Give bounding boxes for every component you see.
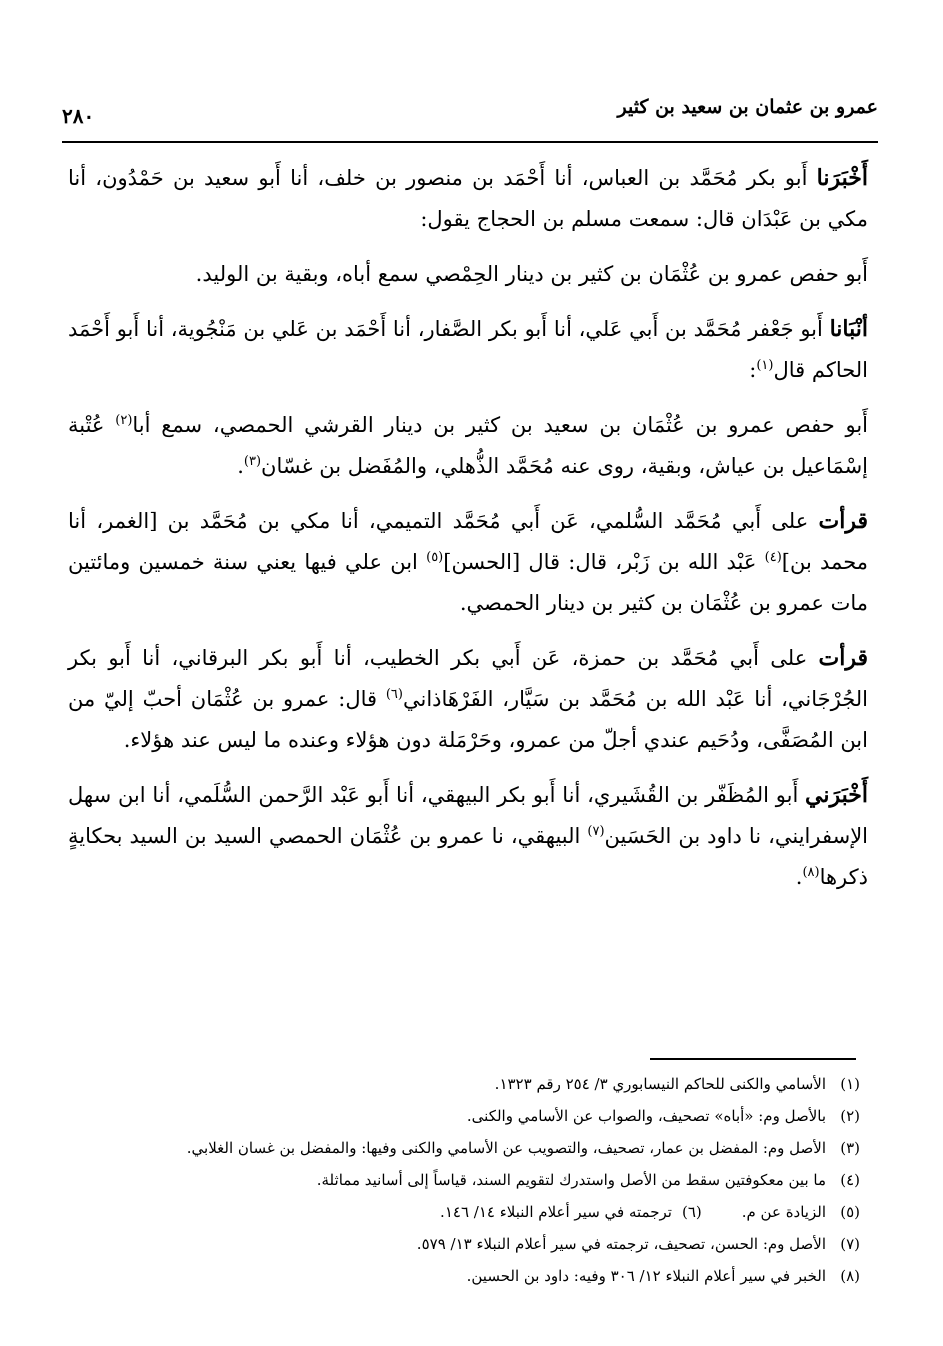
main-text <box>68 158 868 912</box>
footnote-ref: (١) <box>756 358 774 373</box>
paragraph-text-mid: عَبْد الله بن زَبْر، قال: قال [الحسن] <box>443 550 765 574</box>
footnote-number: (٤) <box>840 1171 860 1189</box>
paragraph-text-after: ابن علي فيها يعني سنة خمسين ومائتين مات عمرو بن عُثْمَان بن كثير بن دينار الحمصي. <box>68 550 868 615</box>
footnote-text: بالأصل وم: «أباه» تصحيف، والصواب عن الأسامي والكنى. <box>466 1107 826 1125</box>
paragraph-keyword: أَخْبَرَنا <box>816 165 868 191</box>
footnote-ref: (٤) <box>764 550 782 565</box>
footnote-ref: (٥) <box>426 550 444 565</box>
running-title: عمرو بن عثمان بن سعيد بن كثير <box>617 96 878 118</box>
paragraph-text-after: : <box>749 358 757 382</box>
footnote-ref: (٧) <box>587 824 605 839</box>
footnote-ref: (٢) <box>115 413 133 428</box>
paragraph-text: على أَبي مُحَمَّد بن حمزة، عَن أَبي بكر الخطيب، أنا أَبو بكر البرقاني، أنا أَبو بكر الجُرْجَاني، أنا عَبْد الله بن مُحَمَّد بن سَيَّار، الفَرْهَاذاني <box>68 646 868 711</box>
paragraph-6 <box>68 638 868 761</box>
paragraph-text: أَبو جَعْفر مُحَمَّد بن أَبي عَلي، أنا أَبو بكر الصَّفار، أنا أَحْمَد بن عَلي بن مَنْجُوية، أنا أَبو أَحْمَد الحاكم قال <box>68 317 868 382</box>
footnotes <box>68 1068 860 1292</box>
footnote-text: ما بين معكوفتين سقط من الأصل واستدرك لتقويم السند، قياساً إلى أسانيد مماثلة. <box>316 1171 826 1189</box>
footnote-rule <box>650 1058 856 1060</box>
footnote-number: (٨) <box>840 1267 860 1285</box>
paragraph-text-mid: البيهقي، نا عمرو بن عُثْمَان الحمصي السيد بن السيد بحكايةٍ ذكرها <box>68 824 868 889</box>
footnote-text: الأسامي والكنى للحاكم النيسابوري ٣/ ٢٥٤ رقم ١٣٢٣. <box>494 1075 826 1093</box>
footnote-text: ترجمته في سير أعلام النبلاء ١٤/ ١٤٦. <box>440 1203 672 1221</box>
footnote-text: الخبر في سير أعلام النبلاء ١٢/ ٣٠٦ وفيه: داود بن الحسين. <box>466 1267 826 1285</box>
paragraph-text-after: قال: عمرو بن عُثْمَان أحبّ إليّ من ابن المُصَفَّى، ودُحَيم عندي أجلّ من عمرو، وحَرْمَلة دون هؤلاء وعنده ما ليس عند هؤلاء. <box>68 687 868 752</box>
footnote-text: الزيادة عن م. <box>741 1203 826 1221</box>
footnote <box>68 1228 860 1260</box>
footnote-text: الأصل وم: الحسن، تصحيف، ترجمته في سير أعلام النبلاء ١٣/ ٥٧٩. <box>416 1235 826 1253</box>
footnote-text: الأصل وم: المفضل بن عمار، تصحيف، والتصويب عن الأسامي والكنى وفيها: والمفضل بن غسان الغلابي. <box>186 1139 826 1157</box>
footnote <box>68 1164 860 1196</box>
footnote-ref: (٣) <box>243 454 262 469</box>
header-rule <box>62 141 878 143</box>
footnote <box>68 1068 860 1100</box>
paragraph-5 <box>68 501 868 624</box>
paragraph-7 <box>68 775 868 898</box>
paragraph-4 <box>68 405 868 487</box>
footnote <box>68 1132 860 1164</box>
page-header <box>62 96 878 136</box>
footnote-ref: (٨) <box>802 865 820 880</box>
paragraph-keyword: أنْبَانا <box>829 316 868 342</box>
footnote-number: (١) <box>840 1075 860 1093</box>
paragraph-text: أَبو المُظَفّر بن القُشَيري، أنا أَبو بكر البيهقي، أنا أَبو عَبْد الرَّحمن السُّلَمي، أنا ابن سهل الإسفرايني، نا داود بن الحَسَين <box>68 783 869 848</box>
paragraph-text: أَبو حفص عمرو بن عُثْمَان بن كثير بن دينار الحِمْصي سمع أباه، وبقية بن الوليد. <box>195 262 868 286</box>
paragraph-text: أَبو حفص عمرو بن عُثْمَان بن سعيد بن كثير بن دينار القرشي الحمصي، سمع أبا <box>132 413 869 437</box>
paragraph-1 <box>68 158 868 240</box>
paragraph-text-mid: عُتْبة إسْمَاعيل بن عياش، وبقية، روى عنه مُحَمَّد الذُّهلي، والمُفَضل بن غسّان <box>68 413 868 478</box>
paragraph-keyword: أَخْبَرَني <box>805 782 868 808</box>
paragraph-2 <box>68 254 868 295</box>
footnote <box>68 1260 860 1292</box>
footnote-number: (٧) <box>840 1235 860 1253</box>
footnote-number: (٣) <box>840 1139 860 1157</box>
footnote-ref: (٦) <box>385 687 403 702</box>
paragraph-keyword: قرأت <box>818 508 869 534</box>
page-number: ٢٨٠ <box>62 104 95 128</box>
paragraph-text-after: . <box>237 454 244 478</box>
footnote-number: (٢) <box>840 1107 860 1125</box>
paragraph-3 <box>68 309 868 391</box>
paragraph-text: على أَبي مُحَمَّد السُّلمي، عَن أَبي مُحَمَّد التميمي، أنا مكي بن مُحَمَّد بن [الغمر، أنا محمد بن] <box>68 509 869 574</box>
footnote-number: (٦) <box>681 1203 702 1221</box>
paragraph-keyword: قرأت <box>818 645 868 671</box>
footnote-number: (٥) <box>840 1203 860 1221</box>
paragraph-text: أَبو بكر مُحَمَّد بن العباس، أنا أَحْمَد بن منصور بن خلف، أنا أَبو سعيد بن حَمْدُون، أنا مكي بن عَبْدَان قال: سمعت مسلم بن الحجاج يقول: <box>68 166 868 231</box>
footnote <box>68 1100 860 1132</box>
footnote <box>68 1196 860 1228</box>
paragraph-text-after: . <box>795 865 803 889</box>
